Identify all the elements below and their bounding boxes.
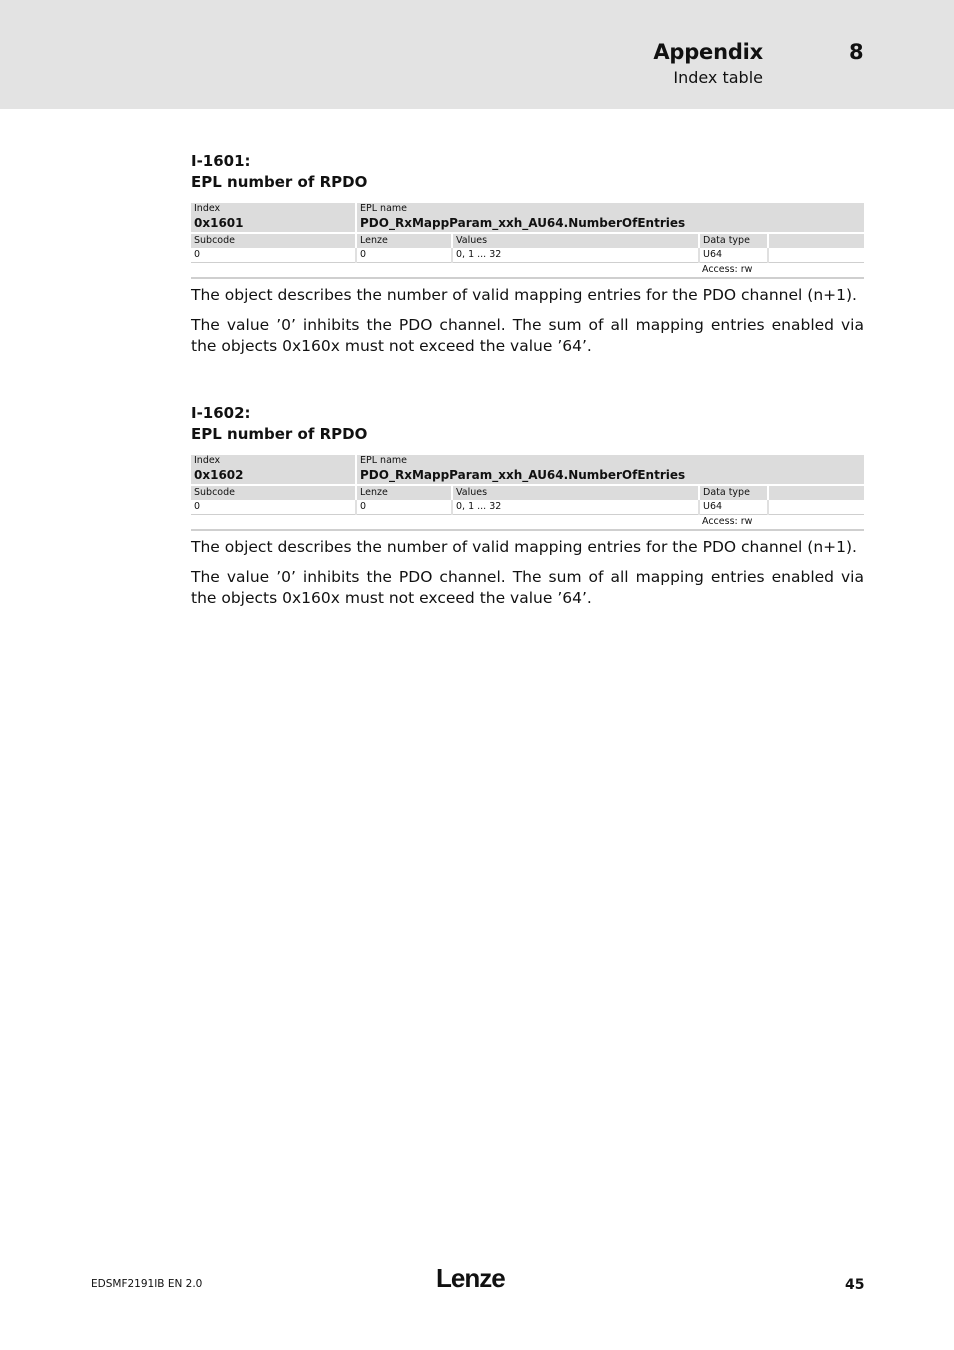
section-i-1601 [191,151,864,357]
cell-access: Access: rw [699,515,864,531]
col-header-subcode: Subcode [191,233,356,248]
lenze-logo: Lenze [436,1263,505,1293]
col-header-empty [768,485,864,500]
cell-lenze: 0 [356,248,452,263]
index-label: Index [194,455,221,466]
col-header-values: Values [452,233,699,248]
section-i-1602 [191,403,864,609]
epl-name-label: EPL name [360,455,407,466]
index-cell [191,455,356,485]
cell-subcode: 0 [191,500,356,515]
col-header-lenze: Lenze [356,485,452,500]
index-table [191,455,864,531]
cell-subcode: 0 [191,248,356,263]
col-header-datatype: Data type [699,485,768,500]
cell-datatype: U64 [699,248,768,263]
index-cell [191,203,356,233]
description-paragraph: The value ’0’ inhibits the PDO channel. The sum of all mapping entries enabled via the objects 0x160x must not exceed the value ’64’. [191,316,864,355]
col-header-datatype: Data type [699,233,768,248]
col-header-empty [768,233,864,248]
index-table [191,203,864,279]
epl-name-value: PDO_RxMappParam_xxh_AU64.NumberOfEntries [360,468,686,482]
chapter-title: Appendix [653,40,763,64]
section-heading-title: EPL number of RPDO [191,425,368,443]
cell-datatype: U64 [699,500,768,515]
section-heading-code: I-1602: [191,404,251,422]
description-paragraph: The value ’0’ inhibits the PDO channel. The sum of all mapping entries enabled via the objects 0x160x must not exceed the value ’64’. [191,568,864,607]
description-paragraph: The object describes the number of valid mapping entries for the PDO channel (n+1). [191,538,857,556]
page-header [0,0,954,109]
cell-empty [768,500,864,515]
section-heading-title: EPL number of RPDO [191,173,368,191]
chapter-number: 8 [849,40,864,64]
section-heading-code: I-1601: [191,152,251,170]
epl-name-cell [356,203,864,233]
epl-name-label: EPL name [360,203,407,214]
cell-values: 0, 1 ... 32 [452,248,699,263]
index-value: 0x1601 [194,216,244,230]
col-header-subcode: Subcode [191,485,356,500]
cell-lenze: 0 [356,500,452,515]
chapter-subtitle: Index table [673,68,763,87]
index-label: Index [194,203,221,214]
cell-empty [768,248,864,263]
cell-access: Access: rw [699,263,864,279]
index-value: 0x1602 [194,468,244,482]
cell-values: 0, 1 ... 32 [452,500,699,515]
col-header-lenze: Lenze [356,233,452,248]
description-paragraph: The object describes the number of valid mapping entries for the PDO channel (n+1). [191,286,857,304]
document-code: EDSMF2191IB EN 2.0 [91,1278,203,1290]
table-row [191,248,864,263]
epl-name-cell [356,455,864,485]
col-header-values: Values [452,485,699,500]
table-row [191,500,864,515]
epl-name-value: PDO_RxMappParam_xxh_AU64.NumberOfEntries [360,216,686,230]
page-number: 45 [845,1277,865,1293]
